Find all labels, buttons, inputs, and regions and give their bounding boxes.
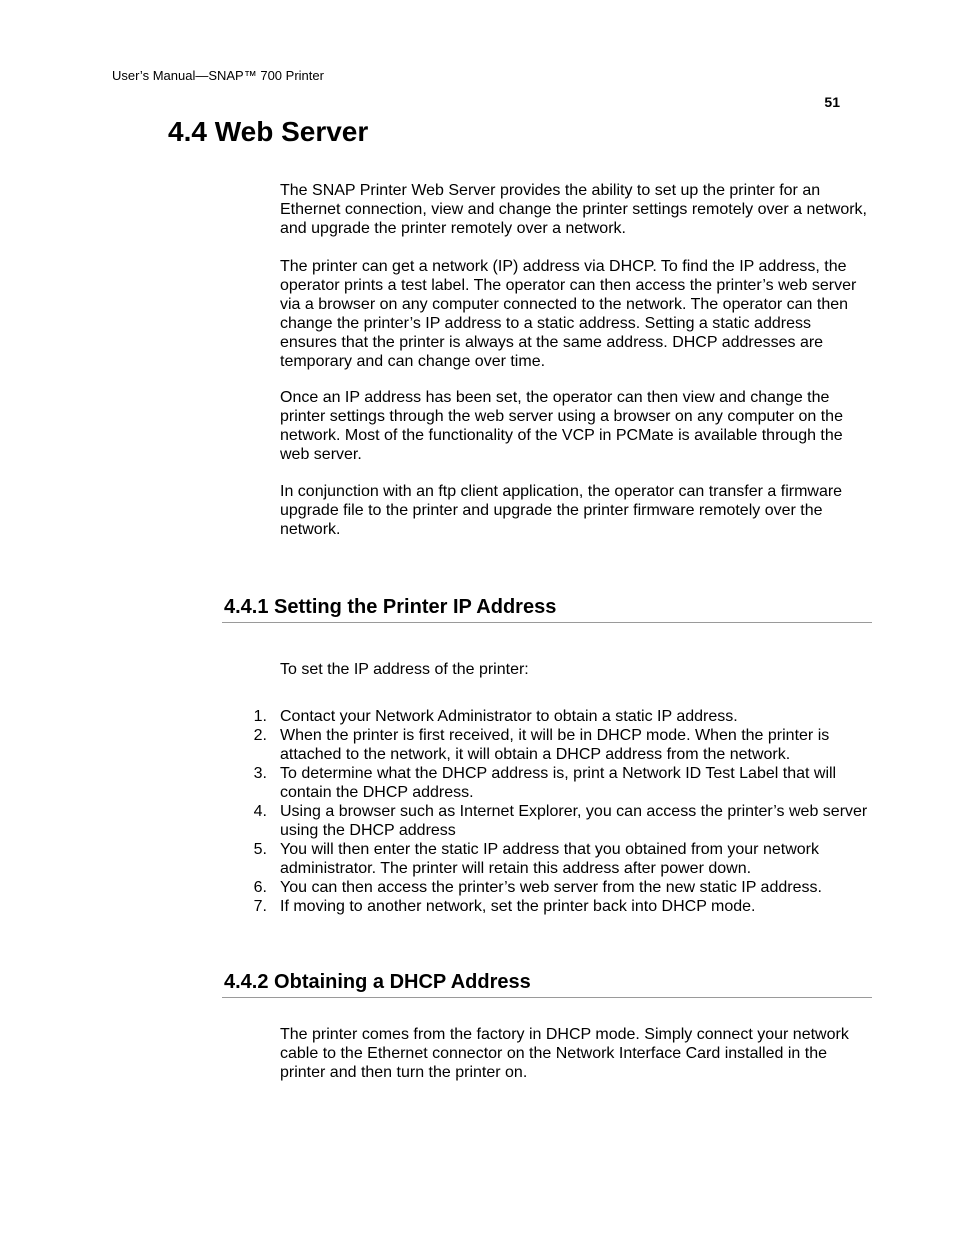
subsection-heading-ip-address	[222, 594, 872, 623]
list-item-number: 6.	[253, 879, 267, 896]
list-item-number: 3.	[253, 765, 267, 782]
list-item-text: To determine what the DHCP address is, print a Network ID Test Label that will contain the DHCP address.	[280, 765, 837, 801]
running-header: User’s Manual—SNAP™ 700 Printer	[112, 68, 324, 83]
list-item-number: 5.	[253, 841, 267, 858]
dhcp-paragraph: The printer can get a network (IP) address via DHCP. To find the IP address, the operator prints a test label. The operator can then access the printer’s web server via a browser on any computer connected to the network. The operator can then change the printer’s IP address to a static address. Setting a static address ensures that the printer is always at the same address. DHCP addresses are temporary and can change over time.	[280, 258, 857, 370]
steps-list	[240, 707, 872, 916]
list-item-number: 2.	[253, 727, 267, 744]
list-item-text: When the printer is first received, it will be in DHCP mode. When the printer is attached to the network, it will obtain a DHCP address from the network.	[280, 727, 830, 763]
steps-intro: To set the IP address of the printer:	[280, 661, 529, 678]
list-item	[240, 840, 872, 878]
list-item	[240, 726, 872, 764]
subsection-title: 4.4.2 Obtaining a DHCP Address	[224, 971, 531, 993]
list-item-text: If moving to another network, set the printer back into DHCP mode.	[280, 898, 756, 915]
list-item	[240, 707, 872, 726]
list-item	[240, 897, 872, 916]
list-item	[240, 764, 872, 802]
list-item	[240, 878, 872, 897]
page-number: 51	[824, 94, 840, 110]
list-item	[240, 802, 872, 840]
intro-paragraph: The SNAP Printer Web Server provides the ability to set up the printer for an Ethernet connection, view and change the printer settings remotely over a network, and upgrade the printer remotely over a network.	[280, 182, 867, 237]
list-item-text: Contact your Network Administrator to obtain a static IP address.	[280, 708, 738, 725]
web-server-paragraph: Once an IP address has been set, the operator can then view and change the printer settings through the web server using a browser on any computer on the network. Most of the functionality of the VCP in PCMate is available through the web server.	[280, 389, 843, 463]
subsection-title: 4.4.1 Setting the Printer IP Address	[224, 596, 557, 618]
list-item-text: Using a browser such as Internet Explorer, you can access the printer’s web server using the DHCP address	[280, 803, 868, 839]
list-item-number: 1.	[253, 708, 267, 725]
list-item-text: You will then enter the static IP address that you obtained from your network administrator. The printer will retain this address after power down.	[280, 841, 819, 877]
list-item-number: 4.	[253, 803, 267, 820]
list-item-number: 7.	[253, 898, 267, 915]
section-title: 4.4 Web Server	[168, 116, 369, 147]
firmware-paragraph: In conjunction with an ftp client application, the operator can transfer a firmware upgrade file to the printer and upgrade the printer firmware remotely over the network.	[280, 483, 843, 538]
dhcp-instructions-paragraph: The printer comes from the factory in DHCP mode. Simply connect your network cable to the Ethernet connector on the Network Interface Card installed in the printer and then turn the printer on.	[280, 1026, 849, 1081]
subsection-heading-dhcp	[222, 969, 872, 998]
list-item-text: You can then access the printer’s web server from the new static IP address.	[280, 879, 822, 896]
